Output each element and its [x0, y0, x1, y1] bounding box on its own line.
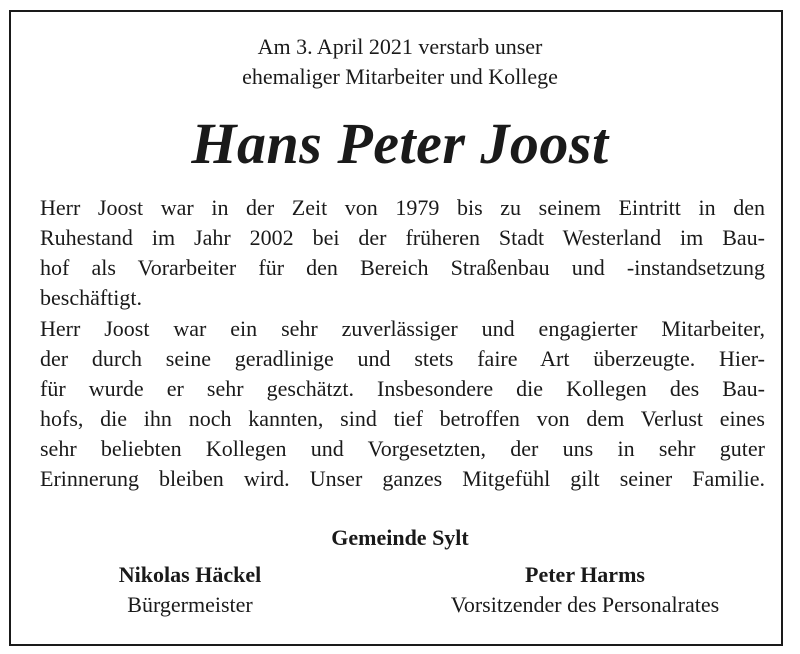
text-line: Herr Joost war ein sehr zuverlässiger und engagierter Mitarbeiter,	[40, 316, 765, 341]
signatory-mayor	[60, 560, 320, 620]
signatory-role: Vorsitzender des Personalrates	[450, 592, 720, 617]
signatory-name: Nikolas Häckel	[118, 562, 262, 587]
intro-line-2: ehemaliger Mitarbeiter und Kollege	[242, 64, 558, 89]
signatory-staff-council	[400, 560, 770, 620]
text-line: Herr Joost war in der Zeit von 1979 bis zu seinem Eintritt in den	[40, 195, 765, 220]
text-line: hofs, die ihn noch kannten, sind tief betroffen von dem Verlust eines	[40, 406, 765, 431]
signatory-role: Bürgermeister	[127, 592, 253, 617]
organization-name: Gemeinde Sylt	[331, 525, 469, 550]
paragraph-employment	[40, 193, 765, 313]
text-line: beschäftigt.	[40, 285, 143, 310]
deceased-name: Hans Peter Joost	[191, 111, 609, 176]
intro-line-1: Am 3. April 2021 verstarb unser	[257, 34, 543, 59]
text-line: Erinnerung bleiben wird. Unser ganzes Mitgefühl gilt seiner Familie.	[40, 466, 765, 491]
paragraph-tribute	[40, 314, 765, 494]
text-line: sehr beliebten Kollegen und Vorgesetzten, der uns in sehr guter	[40, 436, 765, 461]
signatory-name: Peter Harms	[525, 562, 645, 587]
text-line: Ruhestand im Jahr 2002 bei der früheren Stadt Westerland im Bau-	[40, 225, 765, 250]
text-line: für wurde er sehr geschätzt. Insbesondere die Kollegen des Bau-	[40, 376, 765, 401]
text-line: der durch seine geradlinige und stets faire Art überzeugte. Hier-	[40, 346, 765, 371]
text-line: hof als Vorarbeiter für den Bereich Straßenbau und -instandsetzung	[40, 255, 765, 280]
